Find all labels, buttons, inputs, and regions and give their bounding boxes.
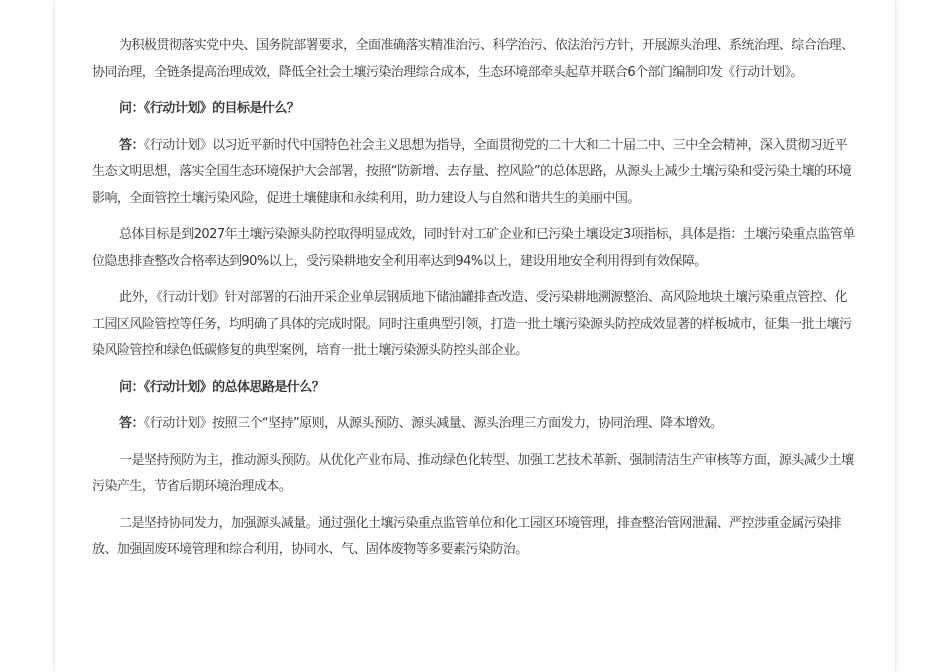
answer-text: 《行动计划》按照三个“坚持”原则，从源头预防、源头减量、源头治理三方面发力，协同治理、降本增效。	[143, 416, 723, 431]
article-body	[54, 0, 896, 672]
intro-paragraph: 为积极贯彻落实党中央、国务院部署要求，全面准确落实精准治污、科学治污、依法治污方针，开展源头治理、系统治理、综合治理、协同治理，全链条提高治理成效，降低全社会土壤污染治理综合成本，生态环境部牵头起草并联合6个部门编制印发《行动计划》。	[92, 38, 854, 80]
overall-target-paragraph: 总体目标是到2027年土壤污染源头防控取得明显成效，同时针对工矿企业和已污染土壤设定3项指标，具体是指：土壤污染重点监管单位隐患排查整改合格率达到90%以上，受污染耕地安全利用率达到94%以上，建设用地安全利用得到有效保障。	[92, 227, 855, 269]
principle-one-paragraph: 一是坚持预防为主，推动源头预防。从优化产业布局、推动绿色化转型、加强工艺技术革新、强制清洁生产审核等方面，源头减少土壤污染产生，节省后期环境治理成本。	[92, 452, 854, 494]
principle-two-paragraph: 二是坚持协同发力，加强源头减量。通过强化土壤污染重点监管单位和化工园区环境管理，排查整治管网泄漏、严控涉重金属污染排放、加强固废环境管理和综合利用，协同水、气、固体废物等多要素污染防治。	[92, 515, 842, 557]
question-approach: 问：《行动计划》的总体思路是什么？	[119, 379, 325, 395]
question-goals: 问：《行动计划》的目标是什么？	[119, 101, 300, 116]
answer-text: 《行动计划》以习近平新时代中国特色社会主义思想为指导，全面贯彻党的二十大和二十届二中、三中全会精神，深入贯彻习近平生态文明思想，落实全国生态环境保护大会部署，按照“防新增、去存量、控风险”的总体思路，从源头上减少土壤污染和受污染土壤的环境影响，全面管控土壤污染风险，促进土壤健康和永续利用，助力建设人与自然和谐共生的美丽中国。	[92, 137, 852, 206]
answer-goals	[92, 133, 855, 213]
additional-tasks-paragraph: 此外，《行动计划》针对部署的石油开采企业单层钢质地下储油罐排查改造、受污染耕地溯源整治、高风险地块土壤污染重点管控、化工园区风险管控等任务，均明确了具体的完成时限。同时注重典型引领，打造一批土壤污染源头防控成效显著的样板城市，征集一批土壤污染风险管控和绿色低碳修复的典型案例，培育一批土壤污染源头防控头部企业。	[92, 290, 852, 358]
answer-label: 答：	[119, 416, 144, 431]
answer-approach	[92, 411, 855, 438]
answer-label: 答：	[119, 137, 144, 153]
